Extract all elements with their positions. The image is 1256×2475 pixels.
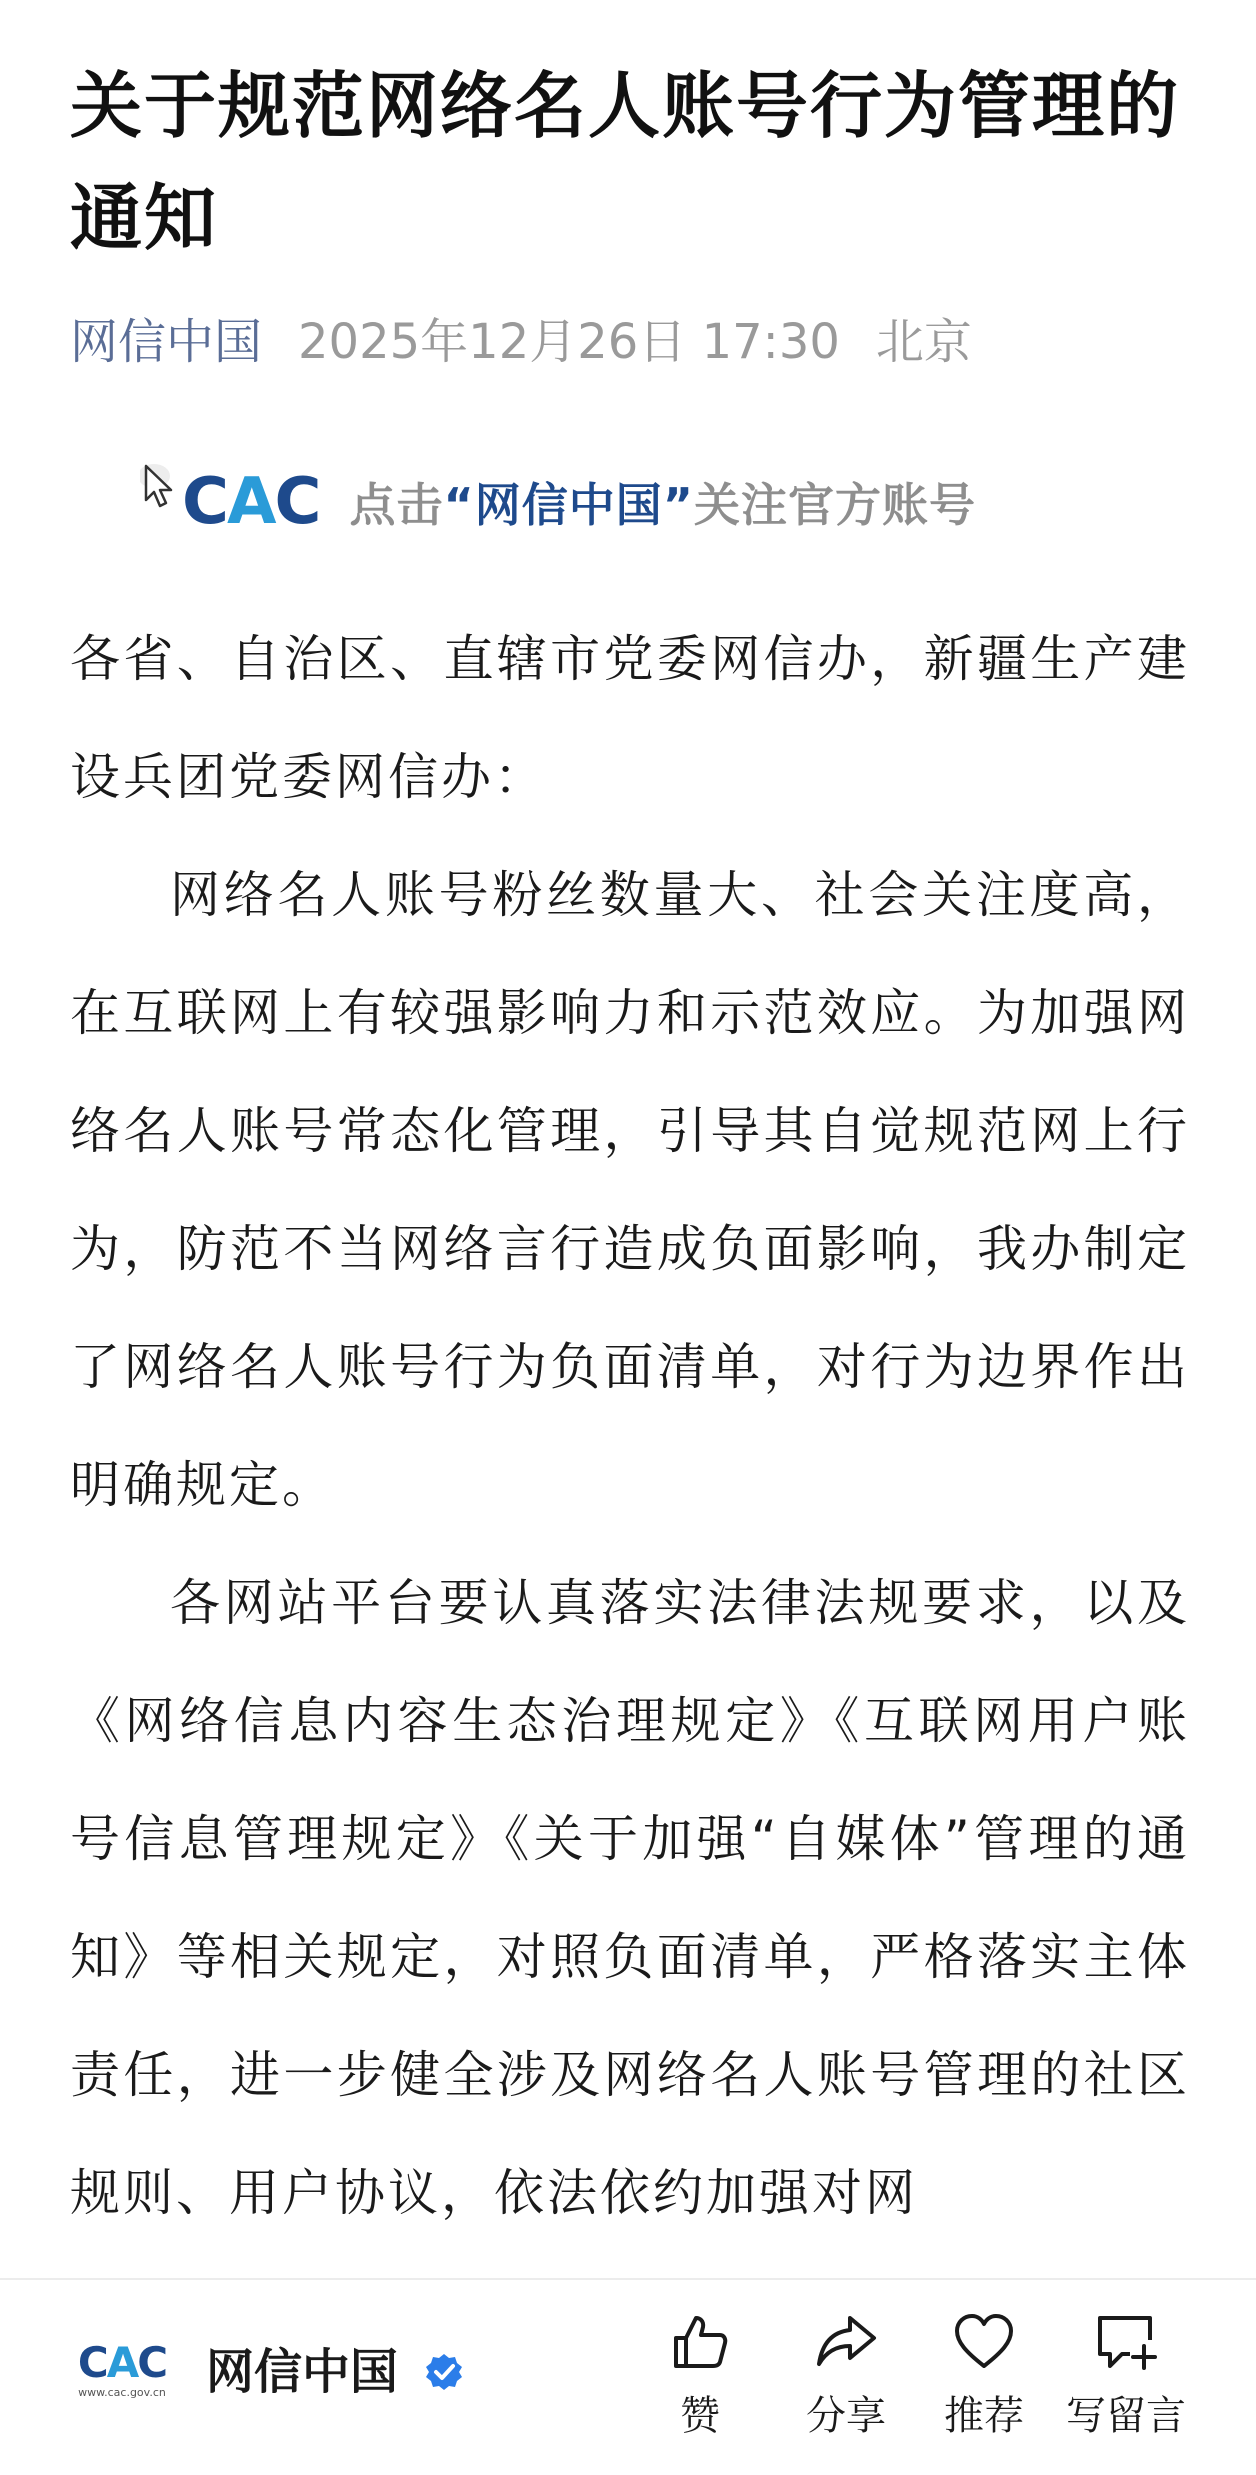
- comment-label: 写留言: [1066, 2393, 1186, 2439]
- paragraph: 各网站平台要认真落实法律法规要求，以及《网络信息内容生态治理规定》《互联网用户账号信息管理规定》《关于加强“自媒体”管理的通知》等相关规定，对照负面清单，严格落实主体责任，进一步健全涉及网络名人账号管理的社区规则、用户协议，依法依约加强对网: [70, 1574, 1190, 2222]
- follow-text: 点击“网信中国”关注官方账号: [349, 478, 976, 532]
- share-icon: [814, 2310, 878, 2374]
- like-button[interactable]: [640, 2310, 760, 2460]
- source-link[interactable]: 网信中国: [70, 314, 263, 370]
- recommend-label: 推荐: [944, 2393, 1024, 2439]
- article: [70, 50, 1190, 2252]
- paragraph: 网络名人账号粉丝数量大、社会关注度高，在互联网上有较强影响力和示范效应。为加强网络名人账号常态化管理，引导其自觉规范网上行为，防范不当网络言行造成负面影响，我办制定了网络名人账号行为负面清单，对行为边界作出明确规定。: [70, 866, 1190, 1514]
- action-group: [640, 2310, 1200, 2460]
- comment-button[interactable]: [1066, 2310, 1186, 2460]
- recommend-button[interactable]: [924, 2310, 1044, 2460]
- follow-account-highlight: “网信中国”: [443, 478, 694, 532]
- article-body: [70, 600, 1190, 2252]
- thumbs-up-icon: [668, 2310, 732, 2374]
- cursor-icon: [140, 462, 180, 512]
- account-logo[interactable]: [72, 2340, 172, 2400]
- account-name[interactable]: 网信中国: [206, 2344, 399, 2400]
- publish-datetime: 2025年12月26日 17:30: [298, 314, 840, 370]
- verified-badge-icon: [424, 2352, 464, 2392]
- share-button[interactable]: [786, 2310, 906, 2460]
- follow-banner[interactable]: [70, 452, 1190, 552]
- logo-url: www.cac.gov.cn: [78, 2386, 166, 2399]
- article-meta: [70, 310, 1190, 374]
- bottom-bar: [0, 2278, 1256, 2475]
- cac-logo: CAC: [182, 465, 320, 539]
- paragraph: 各省、自治区、直辖市党委网信办，新疆生产建设兵团党委网信办：: [70, 630, 1190, 806]
- comment-icon: [1094, 2310, 1158, 2374]
- article-title: 关于规范网络名人账号行为管理的通知: [70, 64, 1181, 260]
- like-label: 赞: [680, 2393, 720, 2439]
- heart-icon: [952, 2310, 1016, 2374]
- cac-logo-small: CAC: [77, 2338, 167, 2387]
- publish-location: 北京: [875, 314, 972, 370]
- share-label: 分享: [806, 2393, 886, 2439]
